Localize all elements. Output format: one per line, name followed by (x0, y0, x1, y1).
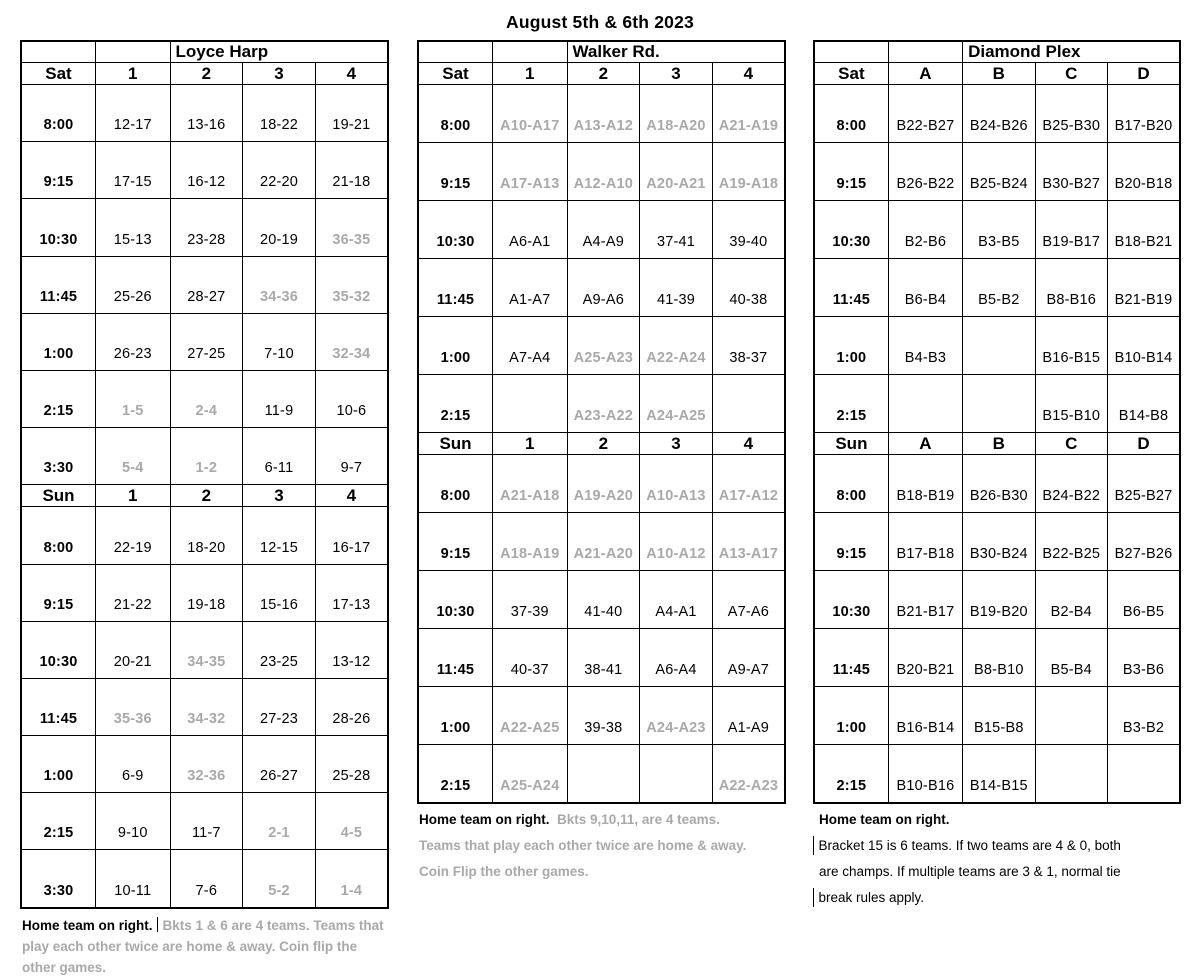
matchup-cell: 38-41 (567, 629, 640, 687)
matchup-cell: A17-A13 (493, 143, 568, 201)
time-label: 2:15 (21, 370, 96, 427)
matchup-cell: B20-B18 (1108, 143, 1181, 201)
matchup-cell: 34-32 (170, 678, 243, 735)
matchup-cell: B22-B25 (1035, 513, 1107, 571)
corner-cell (21, 41, 96, 63)
matchup-cell: A21-A18 (493, 455, 568, 513)
matchup-cell: 4-5 (315, 793, 388, 850)
court-header: 1 (96, 63, 171, 85)
time-label: 11:45 (814, 259, 888, 317)
matchup-cell: 10-11 (96, 850, 171, 908)
matchup-cell: B2-B6 (888, 201, 962, 259)
matchup-cell: B5-B4 (1035, 629, 1107, 687)
court-header: D (1108, 63, 1181, 85)
matchup-cell: 2-1 (243, 793, 316, 850)
matchup-cell: 6-9 (96, 736, 171, 793)
matchup-cell: 21-18 (315, 142, 388, 199)
bracket15-note-line1: Bracket 15 is 6 teams. If two teams are 4 & 0, both (813, 836, 1181, 855)
matchup-cell: 9-10 (96, 793, 171, 850)
matchup-cell: B19-B17 (1035, 201, 1107, 259)
matchup-cell: 37-39 (493, 571, 568, 629)
matchup-cell: 2-4 (170, 370, 243, 427)
matchup-cell: 6-11 (243, 428, 316, 485)
corner-cell (493, 41, 568, 63)
matchup-cell: 34-35 (170, 621, 243, 678)
schedule-row (418, 513, 785, 571)
home-team-note: Home team on right. (419, 812, 550, 827)
schedule-row (21, 370, 388, 427)
matchup-cell: 5-2 (243, 850, 316, 908)
matchup-cell: A18-A19 (493, 513, 568, 571)
matchup-cell: 11-9 (243, 370, 316, 427)
time-label: 1:00 (814, 317, 888, 375)
court-header: 3 (243, 485, 316, 507)
matchup-cell: B22-B27 (888, 85, 962, 143)
schedule-row (21, 621, 388, 678)
schedule-row (21, 428, 388, 485)
empty-cell (567, 745, 640, 804)
time-label: 10:30 (814, 571, 888, 629)
matchup-cell: B3-B5 (963, 201, 1035, 259)
matchup-cell: B14-B8 (1108, 375, 1181, 433)
matchup-cell: A13-A17 (712, 513, 785, 571)
matchup-cell: 17-15 (96, 142, 171, 199)
schedule-row (418, 629, 785, 687)
time-label: 9:15 (418, 143, 493, 201)
matchup-cell: 12-15 (243, 507, 316, 564)
matchup-cell: 18-20 (170, 507, 243, 564)
court-header: 3 (243, 63, 316, 85)
schedule-row (21, 256, 388, 313)
schedule-row (21, 142, 388, 199)
venue-header: Loyce Harp (170, 41, 388, 63)
coin-flip-note: Coin Flip the other games. (419, 864, 589, 879)
matchup-cell: A9-A6 (567, 259, 640, 317)
court-header: C (1035, 433, 1107, 455)
matchup-cell: B17-B18 (888, 513, 962, 571)
matchup-cell: 23-25 (243, 621, 316, 678)
matchup-cell: 5-4 (96, 428, 171, 485)
matchup-cell: 20-19 (243, 199, 316, 256)
matchup-cell: 37-41 (640, 201, 713, 259)
schedule-row (814, 687, 1180, 745)
matchup-cell: A24-A25 (640, 375, 713, 433)
time-label: 10:30 (418, 571, 493, 629)
schedule-row (418, 201, 785, 259)
schedule-row (814, 513, 1180, 571)
matchup-cell: B6-B4 (888, 259, 962, 317)
court-header: 1 (96, 485, 171, 507)
matchup-cell: 40-37 (493, 629, 568, 687)
court-header: 4 (315, 485, 388, 507)
matchup-cell: B25-B27 (1108, 455, 1181, 513)
matchup-cell: A10-A13 (640, 455, 713, 513)
schedule-row (21, 736, 388, 793)
matchup-cell: B14-B15 (963, 745, 1035, 804)
matchup-cell: 40-38 (712, 259, 785, 317)
matchup-cell: 25-28 (315, 736, 388, 793)
schedule-row (21, 850, 388, 908)
matchup-cell: A21-A20 (567, 513, 640, 571)
corner-cell (814, 41, 888, 63)
time-label: 1:00 (418, 687, 493, 745)
matchup-cell: B16-B15 (1035, 317, 1107, 375)
empty-cell (963, 317, 1035, 375)
time-label: 10:30 (814, 201, 888, 259)
matchup-cell: B6-B5 (1108, 571, 1181, 629)
matchup-cell: 12-17 (96, 85, 171, 142)
time-label: 3:30 (21, 428, 96, 485)
time-label: 8:00 (418, 455, 493, 513)
venue-header: Diamond Plex (963, 41, 1180, 63)
matchup-cell: 18-22 (243, 85, 316, 142)
time-label: 8:00 (21, 507, 96, 564)
time-label: 10:30 (21, 621, 96, 678)
court-header: 2 (567, 63, 640, 85)
matchup-cell: B10-B14 (1108, 317, 1181, 375)
schedule-row (814, 375, 1180, 433)
matchup-cell: 1-2 (170, 428, 243, 485)
time-label: 11:45 (418, 629, 493, 687)
court-header: 4 (315, 63, 388, 85)
loyce-harp-footnote (20, 915, 389, 978)
court-header: A (888, 433, 962, 455)
schedule-row (418, 259, 785, 317)
matchup-cell: 16-17 (315, 507, 388, 564)
matchup-cell: 27-25 (170, 313, 243, 370)
schedule-row (814, 629, 1180, 687)
schedule-row (814, 317, 1180, 375)
matchup-cell: B19-B20 (963, 571, 1035, 629)
schedule-row (814, 143, 1180, 201)
matchup-cell: A22-A25 (493, 687, 568, 745)
matchup-cell: A23-A22 (567, 375, 640, 433)
loyce-harp-table (20, 40, 389, 909)
matchup-cell: A6-A1 (493, 201, 568, 259)
matchup-cell: B3-B6 (1108, 629, 1181, 687)
matchup-cell: B18-B19 (888, 455, 962, 513)
court-header: 4 (712, 63, 785, 85)
matchup-cell: B16-B14 (888, 687, 962, 745)
matchup-cell: 13-12 (315, 621, 388, 678)
matchup-cell: A10-A17 (493, 85, 568, 143)
time-label: 2:15 (418, 375, 493, 433)
matchup-cell: B18-B21 (1108, 201, 1181, 259)
time-label: 1:00 (21, 736, 96, 793)
matchup-cell: B27-B26 (1108, 513, 1181, 571)
court-header: 2 (567, 433, 640, 455)
matchup-cell: 16-12 (170, 142, 243, 199)
matchup-cell: 22-19 (96, 507, 171, 564)
empty-cell (1035, 687, 1107, 745)
schedule-row (418, 687, 785, 745)
matchup-cell: B8-B16 (1035, 259, 1107, 317)
matchup-cell: A4-A1 (640, 571, 713, 629)
time-label: 11:45 (814, 629, 888, 687)
matchup-cell: A25-A23 (567, 317, 640, 375)
matchup-cell: B21-B19 (1108, 259, 1181, 317)
matchup-cell: B3-B2 (1108, 687, 1181, 745)
matchup-cell: B15-B10 (1035, 375, 1107, 433)
court-header: B (963, 433, 1035, 455)
matchup-cell: A19-A18 (712, 143, 785, 201)
bracket15-note-line2: are champs. If multiple teams are 3 & 1, normal tie (819, 864, 1121, 879)
matchup-cell: B10-B16 (888, 745, 962, 804)
matchup-cell: 1-4 (315, 850, 388, 908)
schedule-row (814, 745, 1180, 804)
diamond-plex-table (813, 40, 1181, 804)
matchup-cell: A9-A7 (712, 629, 785, 687)
matchup-cell: 26-27 (243, 736, 316, 793)
loyce-harp-schedule (20, 40, 389, 978)
schedule-row (418, 317, 785, 375)
matchup-cell: B24-B22 (1035, 455, 1107, 513)
day-label: Sat (21, 63, 96, 85)
empty-cell (493, 375, 568, 433)
time-label: 8:00 (418, 85, 493, 143)
time-label: 8:00 (814, 455, 888, 513)
court-header: 3 (640, 433, 713, 455)
time-label: 11:45 (21, 678, 96, 735)
diamond-plex-footnote (813, 810, 1181, 907)
matchup-cell: A12-A10 (567, 143, 640, 201)
matchup-cell: 32-34 (315, 313, 388, 370)
day-label: Sat (418, 63, 493, 85)
matchup-cell: A24-A23 (640, 687, 713, 745)
court-header: A (888, 63, 962, 85)
matchup-cell: 22-20 (243, 142, 316, 199)
matchup-cell: A1-A7 (493, 259, 568, 317)
matchup-cell: 35-36 (96, 678, 171, 735)
matchup-cell: 11-7 (170, 793, 243, 850)
schedule-row (21, 564, 388, 621)
schedule-row (814, 455, 1180, 513)
matchup-cell: 25-26 (96, 256, 171, 313)
schedule-row (418, 745, 785, 804)
matchup-cell: A17-A12 (712, 455, 785, 513)
matchup-cell: 15-13 (96, 199, 171, 256)
matchup-cell: B25-B30 (1035, 85, 1107, 143)
matchup-cell: B4-B3 (888, 317, 962, 375)
matchup-cell: 32-36 (170, 736, 243, 793)
page-title: August 5th & 6th 2023 (506, 12, 694, 32)
time-label: 10:30 (21, 199, 96, 256)
matchup-cell: 39-40 (712, 201, 785, 259)
court-header: D (1108, 433, 1181, 455)
matchup-cell: A25-A24 (493, 745, 568, 804)
matchup-cell: B8-B10 (963, 629, 1035, 687)
matchup-cell: B25-B24 (963, 143, 1035, 201)
walker-rd-schedule (417, 40, 786, 888)
matchup-cell: B30-B24 (963, 513, 1035, 571)
time-label: 11:45 (21, 256, 96, 313)
matchup-cell: 38-37 (712, 317, 785, 375)
schedule-row (418, 85, 785, 143)
matchup-cell: A20-A21 (640, 143, 713, 201)
empty-cell (712, 375, 785, 433)
home-away-note: Teams that play each other twice are home & away. (419, 838, 747, 853)
matchup-cell: 10-6 (315, 370, 388, 427)
bracket-rules-note: Bkts 1 & 6 are 4 teams. Teams that play each other twice are home & away. Coin flip the other games. (22, 917, 384, 975)
court-header: 1 (493, 63, 568, 85)
time-label: 9:15 (21, 142, 96, 199)
empty-cell (1035, 745, 1107, 804)
corner-cell (418, 41, 493, 63)
day-label: Sun (814, 433, 888, 455)
matchup-cell: 9-7 (315, 428, 388, 485)
matchup-cell: 28-26 (315, 678, 388, 735)
empty-cell (963, 375, 1035, 433)
empty-cell (640, 745, 713, 804)
matchup-cell: 21-22 (96, 564, 171, 621)
note-divider-line (157, 917, 158, 932)
time-label: 9:15 (418, 513, 493, 571)
matchup-cell: A22-A24 (640, 317, 713, 375)
matchup-cell: 39-38 (567, 687, 640, 745)
matchup-cell: B20-B21 (888, 629, 962, 687)
corner-cell (96, 41, 171, 63)
time-label: 8:00 (21, 85, 96, 142)
schedule-row (814, 201, 1180, 259)
court-header: 3 (640, 63, 713, 85)
home-team-note: Home team on right. (819, 812, 950, 827)
matchup-cell: A7-A6 (712, 571, 785, 629)
matchup-cell: 41-40 (567, 571, 640, 629)
court-header: 4 (712, 433, 785, 455)
day-label: Sun (418, 433, 493, 455)
venue-header: Walker Rd. (567, 41, 785, 63)
matchup-cell: B26-B22 (888, 143, 962, 201)
time-label: 2:15 (814, 375, 888, 433)
walker-rd-footnote (417, 810, 786, 881)
court-header: 2 (170, 63, 243, 85)
matchup-cell: 28-27 (170, 256, 243, 313)
matchup-cell: A13-A12 (567, 85, 640, 143)
schedule-row (418, 571, 785, 629)
matchup-cell: 36-35 (315, 199, 388, 256)
schedule-row (418, 455, 785, 513)
schedule-row (418, 143, 785, 201)
time-label: 9:15 (21, 564, 96, 621)
time-label: 3:30 (21, 850, 96, 908)
matchup-cell: 35-32 (315, 256, 388, 313)
time-label: 10:30 (418, 201, 493, 259)
schedule-row (21, 199, 388, 256)
matchup-cell: 41-39 (640, 259, 713, 317)
matchup-cell: A4-A9 (567, 201, 640, 259)
time-label: 1:00 (418, 317, 493, 375)
schedule-row (814, 85, 1180, 143)
walker-rd-table (417, 40, 786, 804)
schedule-row (21, 85, 388, 142)
court-header: 1 (493, 433, 568, 455)
court-header: 2 (170, 485, 243, 507)
matchup-cell: A1-A9 (712, 687, 785, 745)
schedule-row (21, 678, 388, 735)
time-label: 9:15 (814, 143, 888, 201)
court-header: C (1035, 63, 1107, 85)
time-label: 2:15 (21, 793, 96, 850)
matchup-cell: A18-A20 (640, 85, 713, 143)
time-label: 2:15 (814, 745, 888, 804)
matchup-cell: 17-13 (315, 564, 388, 621)
matchup-cell: A22-A23 (712, 745, 785, 804)
schedule-row (418, 375, 785, 433)
matchup-cell: 26-23 (96, 313, 171, 370)
schedule-row (814, 259, 1180, 317)
empty-cell (888, 375, 962, 433)
day-label: Sat (814, 63, 888, 85)
matchup-cell: B2-B4 (1035, 571, 1107, 629)
matchup-cell: A6-A4 (640, 629, 713, 687)
day-label: Sun (21, 485, 96, 507)
matchup-cell: 7-6 (170, 850, 243, 908)
court-header: B (963, 63, 1035, 85)
matchup-cell: 19-21 (315, 85, 388, 142)
matchup-cell: B24-B26 (963, 85, 1035, 143)
time-label: 2:15 (418, 745, 493, 804)
matchup-cell: A10-A12 (640, 513, 713, 571)
matchup-cell: 23-28 (170, 199, 243, 256)
matchup-cell: B26-B30 (963, 455, 1035, 513)
matchup-cell: 15-16 (243, 564, 316, 621)
matchup-cell: B15-B8 (963, 687, 1035, 745)
schedule-row (21, 793, 388, 850)
schedule-row (814, 571, 1180, 629)
matchup-cell: B30-B27 (1035, 143, 1107, 201)
matchup-cell: 19-18 (170, 564, 243, 621)
bracket15-note-line3: break rules apply. (813, 888, 1181, 907)
time-label: 1:00 (814, 687, 888, 745)
time-label: 11:45 (418, 259, 493, 317)
matchup-cell: B21-B17 (888, 571, 962, 629)
matchup-cell: A7-A4 (493, 317, 568, 375)
time-label: 8:00 (814, 85, 888, 143)
empty-cell (1108, 745, 1181, 804)
time-label: 1:00 (21, 313, 96, 370)
matchup-cell: A19-A20 (567, 455, 640, 513)
matchup-cell: 27-23 (243, 678, 316, 735)
matchup-cell: 13-16 (170, 85, 243, 142)
matchup-cell: A21-A19 (712, 85, 785, 143)
bracket-teams-note: Bkts 9,10,11, are 4 teams. (557, 812, 720, 827)
schedule-row (21, 313, 388, 370)
corner-cell (888, 41, 962, 63)
matchup-cell: B5-B2 (963, 259, 1035, 317)
matchup-cell: 1-5 (96, 370, 171, 427)
matchup-cell: 20-21 (96, 621, 171, 678)
matchup-cell: 34-36 (243, 256, 316, 313)
matchup-cell: 7-10 (243, 313, 316, 370)
diamond-plex-schedule (813, 40, 1181, 914)
time-label: 9:15 (814, 513, 888, 571)
schedule-row (21, 507, 388, 564)
home-team-note: Home team on right. (22, 917, 153, 933)
matchup-cell: B17-B20 (1108, 85, 1181, 143)
